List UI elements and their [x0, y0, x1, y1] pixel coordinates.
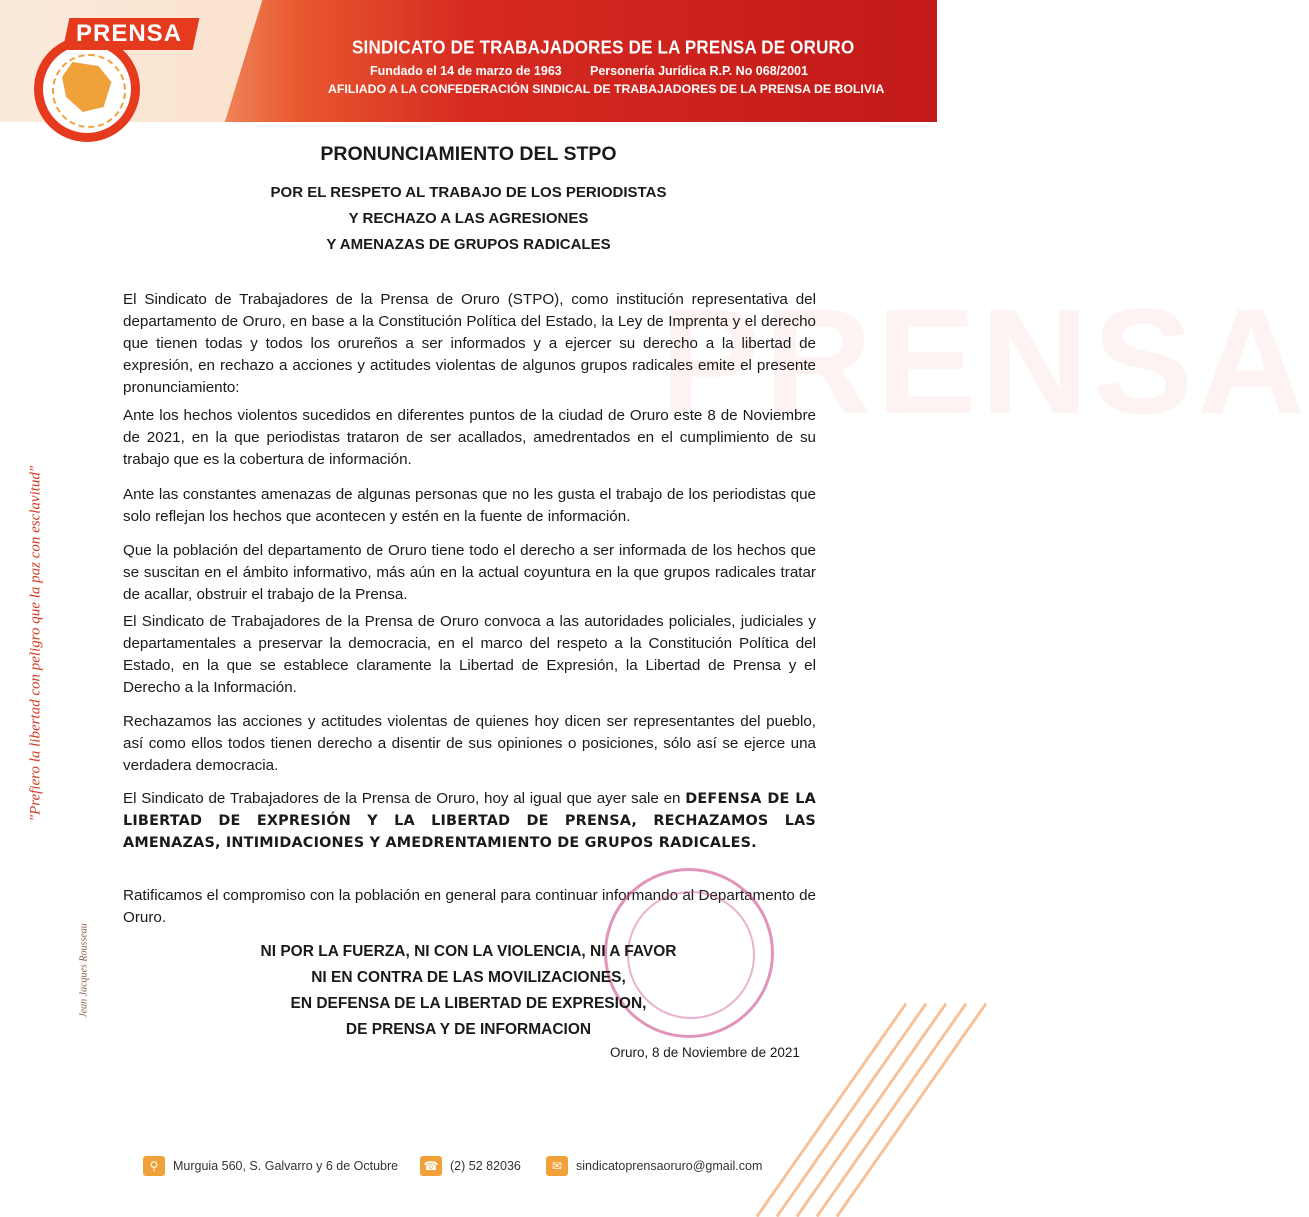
side-quote-text: "Prefiero la libertad con peligro que la paz con esclavitud": [27, 465, 44, 822]
subtitle-line: Y AMENAZAS DE GRUPOS RADICALES: [326, 236, 611, 253]
subtitle-line: Y RECHAZO A LAS AGRESIONES: [348, 210, 589, 227]
watermark-text: PRENSA: [660, 277, 1309, 445]
footer-phone: [420, 1156, 521, 1176]
envelope-icon: ✉: [546, 1156, 568, 1176]
body-paragraph: Ante las constantes amenazas de algunas personas que no les gusta el trabajo de los periodistas que solo reflejan los hechos que acontecen y estén en la fuente de información.: [123, 486, 816, 525]
footer-address: [143, 1156, 398, 1176]
body-paragraph: Ratificamos el compromiso con la población en general para continuar informando al Departamento de Oruro.: [123, 887, 816, 926]
date-line: Oruro, 8 de Noviembre de 2021: [610, 1045, 800, 1060]
legal-registration: Personería Jurídica R.P. No 068/2001: [590, 64, 808, 78]
footer-email: [546, 1156, 762, 1176]
closing-line: NI POR LA FUERZA, NI CON LA VIOLENCIA, NI A FAVOR: [260, 943, 677, 960]
location-pin-icon: ⚲: [143, 1156, 165, 1176]
side-quote: [26, 440, 90, 1018]
footer-address-text: Murguia 560, S. Galvarro y 6 de Octubre: [173, 1159, 399, 1173]
document-title: PRONUNCIAMIENTO DEL STPO: [320, 143, 617, 165]
closing-line: DE PRENSA Y DE INFORMACION: [345, 1021, 592, 1038]
emphasis-statement: DEFENSA DE LA LIBERTAD DE EXPRESIÓN Y LA LIBERTAD DE PRENSA, RECHAZAMOS LAS AMENAZAS, INTIMIDACIONES Y AMEDRENTAMIENTO DE GRUPOS RADICALES.: [123, 791, 816, 851]
body-paragraph-emphasis: [123, 788, 816, 854]
body-paragraph: El Sindicato de Trabajadores de la Prensa de Oruro (STPO), como institución representativa del departamento de Oruro, en base a la Constitución Política del Estado, la Ley de Imprenta y el derecho que tienen todas y todos los orureños a ser informados y a ejercer su derecho a la libertad de expresión, en rechazo a acciones y actitudes violentas de algunos grupos radicales emite el presente pronunciamiento:: [123, 291, 816, 396]
founded-date: Fundado el 14 de marzo de 1963: [370, 64, 562, 78]
organization-title: SINDICATO DE TRABAJADORES DE LA PRENSA DE ORURO: [352, 37, 855, 58]
footer-email-text: sindicatoprensaoruro@gmail.com: [576, 1159, 763, 1173]
footer-phone-text: (2) 52 82036: [450, 1159, 521, 1173]
closing-line: NI EN CONTRA DE LAS MOVILIZACIONES,: [311, 969, 626, 986]
affiliation-line: AFILIADO A LA CONFEDERACIÓN SINDICAL DE TRABAJADORES DE LA PRENSA DE BOLIVIA: [328, 82, 885, 96]
side-quote-author: Jean Jacques Rousseau: [78, 923, 90, 1018]
body-paragraph: Rechazamos las acciones y actitudes violentas de quienes hoy dicen ser representantes del pueblo, así como ellos todos tienen derecho a disentir de sus opiniones o posiciones, sólo así se ejerce una verdadera democracia.: [123, 713, 816, 774]
closing-line: EN DEFENSA DE LA LIBERTAD DE EXPRESION,: [290, 995, 647, 1012]
body-paragraph: Ante los hechos violentos sucedidos en diferentes puntos de la ciudad de Oruro este 8 de Noviembre de 2021, en la que periodistas trataron de ser acallados, amedrentados en el cumplimiento de su trabajo que es la cobertura de información.: [123, 407, 816, 468]
decorative-lines: [790, 1010, 930, 1190]
emphasis-lead: El Sindicato de Trabajadores de la Prensa de Oruro, hoy al igual que ayer sale en: [123, 790, 681, 807]
body-paragraph: El Sindicato de Trabajadores de la Prensa de Oruro convoca a las autoridades policiales, judiciales y departamentales a preservar la democracia, en el marco del respeto a la Constitución Política del Estado, en la que se establece claramente la Libertad de Expresión, la Libertad de Prensa y el Derecho a la Información.: [123, 613, 816, 696]
logo-text: PRENSA: [76, 20, 183, 47]
subtitle-line: POR EL RESPETO AL TRABAJO DE LOS PERIODISTAS: [270, 184, 667, 201]
body-paragraph: Que la población del departamento de Oruro tiene todo el derecho a ser informada de los hechos que se suscitan en el ámbito informativo, más aún en la actual coyuntura en la que grupos radicales tratar de acallar, obstruir el trabajo de la Prensa.: [123, 542, 816, 603]
telephone-icon: ☎: [420, 1156, 442, 1176]
